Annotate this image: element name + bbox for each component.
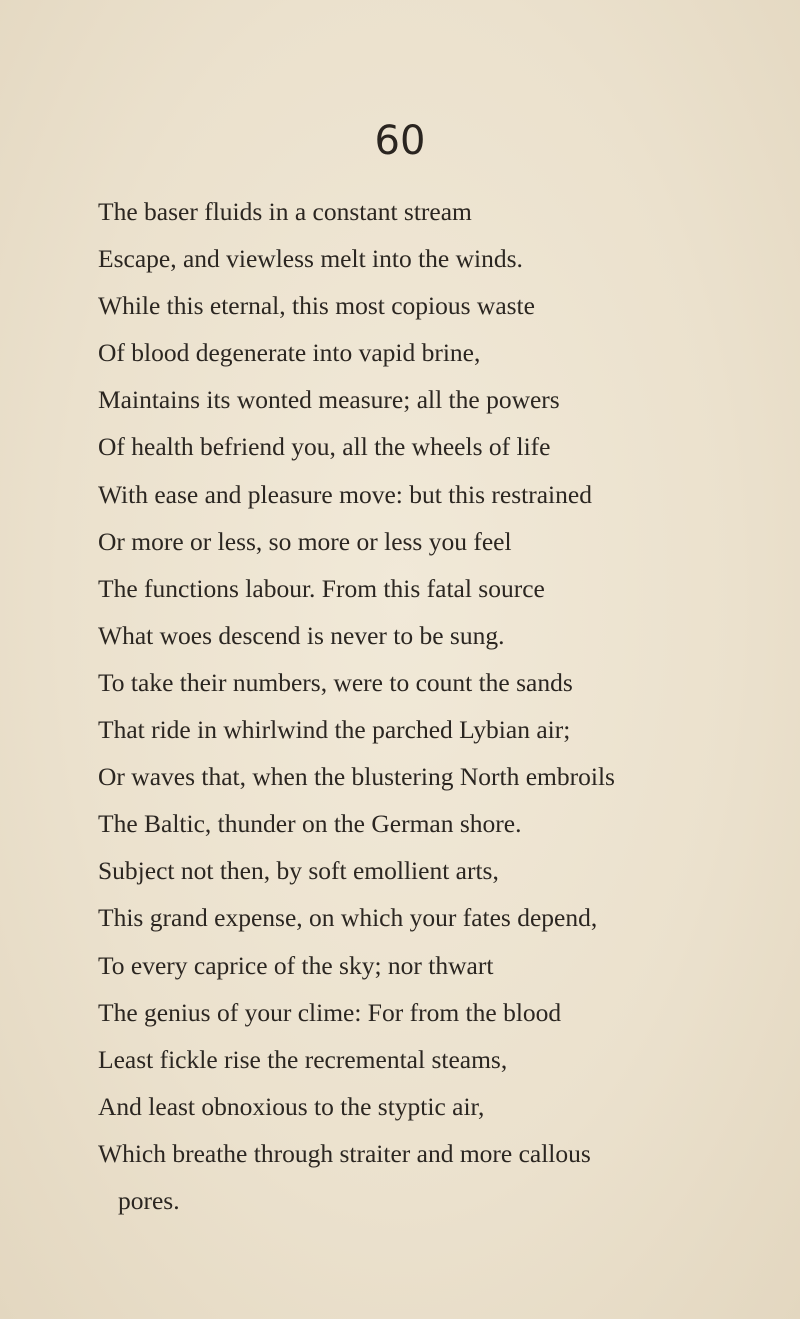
poem-line: The Baltic, thunder on the German shore. — [98, 809, 522, 839]
poem-line: To take their numbers, were to count the sands — [98, 667, 573, 697]
poem-line: While this eternal, this most copious waste — [98, 291, 535, 321]
poem-line: Subject not then, by soft emollient arts, — [98, 856, 499, 886]
poem-line: The baser fluids in a constant stream — [98, 197, 472, 226]
poem-line: What woes descend is never to be sung. — [98, 620, 505, 650]
poem-line: The genius of your clime: For from the blood — [98, 997, 562, 1027]
poem-line: The functions labour. From this fatal source — [98, 573, 545, 603]
poem-line: Maintains its wonted measure; all the powers — [98, 385, 560, 415]
poem-line: That ride in whirlwind the parched Lybian air; — [98, 715, 571, 745]
poem-line: Or more or less, so more or less you feel — [98, 526, 512, 556]
poem-line: Least fickle rise the recremental steams, — [98, 1044, 508, 1074]
poem-line: To every caprice of the sky; nor thwart — [98, 950, 494, 980]
page-number: 60 — [374, 118, 426, 164]
poem-text — [98, 188, 778, 1224]
poem-line: Which breathe through straiter and more callous — [98, 1138, 591, 1168]
poem-line: Or waves that, when the blustering North embroils — [98, 762, 615, 792]
poem-line: And least obnoxious to the styptic air, — [98, 1091, 485, 1121]
poem-line: Of blood degenerate into vapid brine, — [98, 338, 481, 368]
poem-line: With ease and pleasure move: but this restrained — [98, 479, 592, 509]
poem-line: This grand expense, on which your fates depend, — [98, 903, 598, 933]
poem-line-continuation: pores. — [118, 1185, 180, 1215]
poem-line: Of health befriend you, all the wheels of life — [98, 432, 551, 462]
poem-line: Escape, and viewless melt into the winds. — [98, 244, 523, 274]
